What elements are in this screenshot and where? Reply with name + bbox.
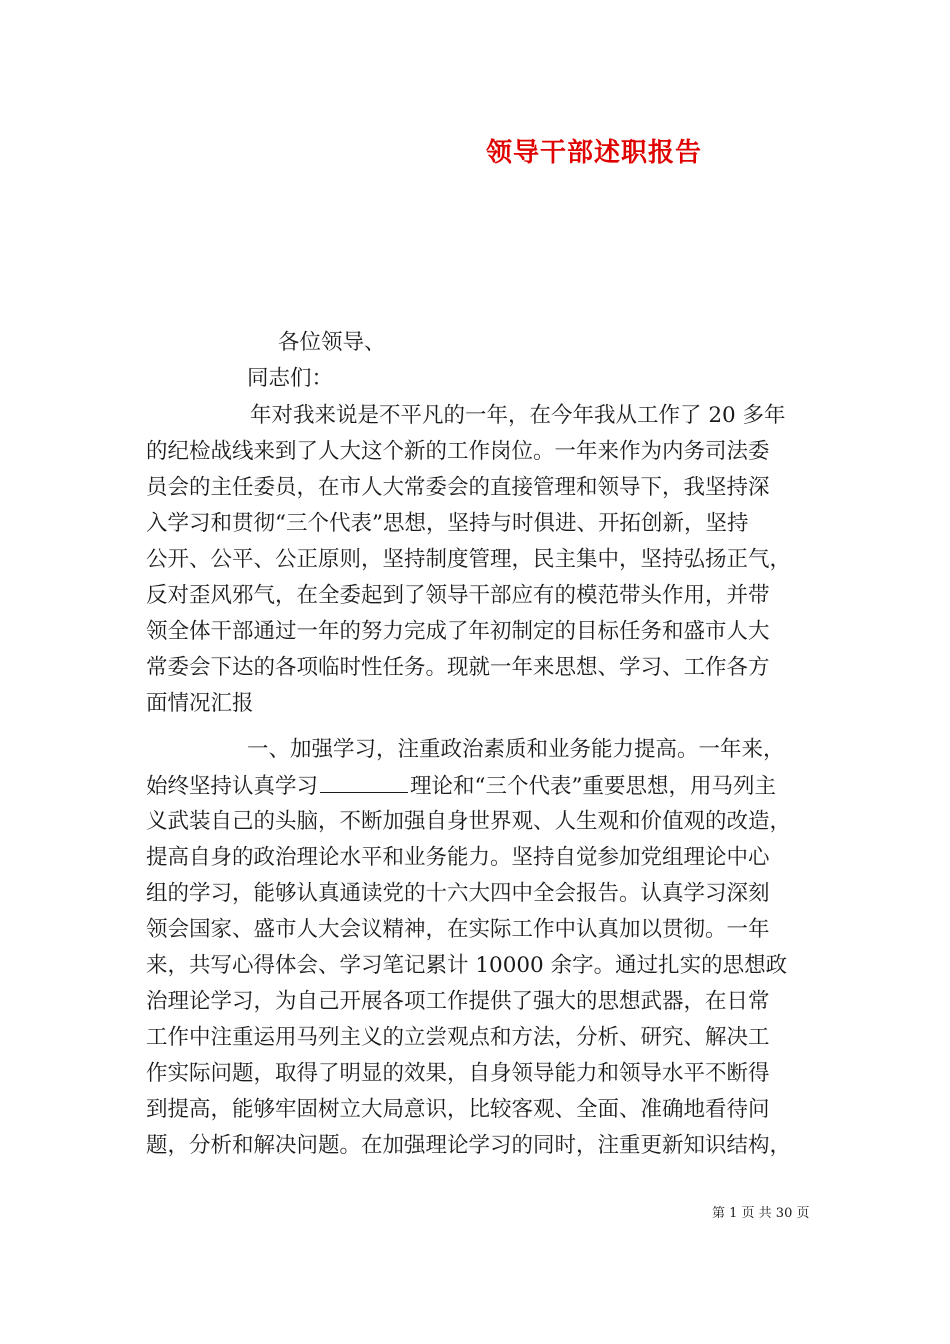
page-footer: 第 1 页 共 30 页 xyxy=(712,1206,810,1221)
paragraph-2-line: 到提高，能够牢固树立大局意识，比较客观、全面、准确地看待问 xyxy=(146,1097,770,1122)
paragraph-1-line: 的纪检战线来到了人大这个新的工作岗位。一年来作为内务司法委 xyxy=(146,439,770,464)
text-after-blank: 理论和“三个代表”重要思想，用马列主 xyxy=(410,774,777,799)
text-before-blank: 始终坚持认真学习 xyxy=(146,774,319,799)
salutation-line-2: 同志们： xyxy=(247,366,334,391)
paragraph-2-line: 一、加强学习，注重政治素质和业务能力提高。一年来， xyxy=(247,737,785,762)
paragraph-1-line: 年对我来说是不平凡的一年，在今年我从工作了 20 多年 xyxy=(250,403,786,428)
paragraph-2-line: 工作中注重运用马列主义的立尝观点和方法，分析、研究、解决工 xyxy=(146,1025,770,1050)
paragraph-1-line: 公开、公平、公正原则，坚持制度管理，民主集中，坚持弘扬正气， xyxy=(146,547,792,572)
fill-in-blank xyxy=(320,774,408,793)
paragraph-1-line: 面情况汇报 xyxy=(146,691,254,716)
paragraph-2-line: 来，共写心得体会、学习笔记累计 10000 余字。通过扎实的思想政 xyxy=(146,953,788,978)
salutation-line-1: 各位领导、 xyxy=(278,330,386,355)
paragraph-1-line: 员会的主任委员，在市人大常委会的直接管理和领导下，我坚持深 xyxy=(146,475,770,500)
paragraph-2-line: 题，分析和解决问题。在加强理论学习的同时，注重更新知识结构， xyxy=(146,1133,792,1158)
paragraph-2-line-with-blank xyxy=(146,774,776,799)
document-title: 领导干部述职报告 xyxy=(486,138,703,168)
paragraph-1-line: 常委会下达的各项临时性任务。现就一年来思想、学习、工作各方 xyxy=(146,655,770,680)
paragraph-2-line: 组的学习，能够认真通读党的十六大四中全会报告。认真学习深刻 xyxy=(146,881,770,906)
paragraph-2-line: 领会国家、盛市人大会议精神，在实际工作中认真加以贯彻。一年 xyxy=(146,917,770,942)
paragraph-1-line: 入学习和贯彻“三个代表”思想，坚持与时俱进、开拓创新，坚持 xyxy=(146,511,749,536)
paragraph-2-line: 作实际问题，取得了明显的效果，自身领导能力和领导水平不断得 xyxy=(146,1061,770,1086)
paragraph-2-line: 治理论学习，为自己开展各项工作提供了强大的思想武器，在日常 xyxy=(146,989,770,1014)
paragraph-2-line: 义武装自己的头脑，不断加强自身世界观、人生观和价值观的改造， xyxy=(146,809,792,834)
paragraph-1-line: 领全体干部通过一年的努力完成了年初制定的目标任务和盛市人大 xyxy=(146,619,770,644)
paragraph-2-line: 提高自身的政治理论水平和业务能力。坚持自觉参加党组理论中心 xyxy=(146,845,770,870)
paragraph-1-line: 反对歪风邪气，在全委起到了领导干部应有的模范带头作用，并带 xyxy=(146,583,770,608)
